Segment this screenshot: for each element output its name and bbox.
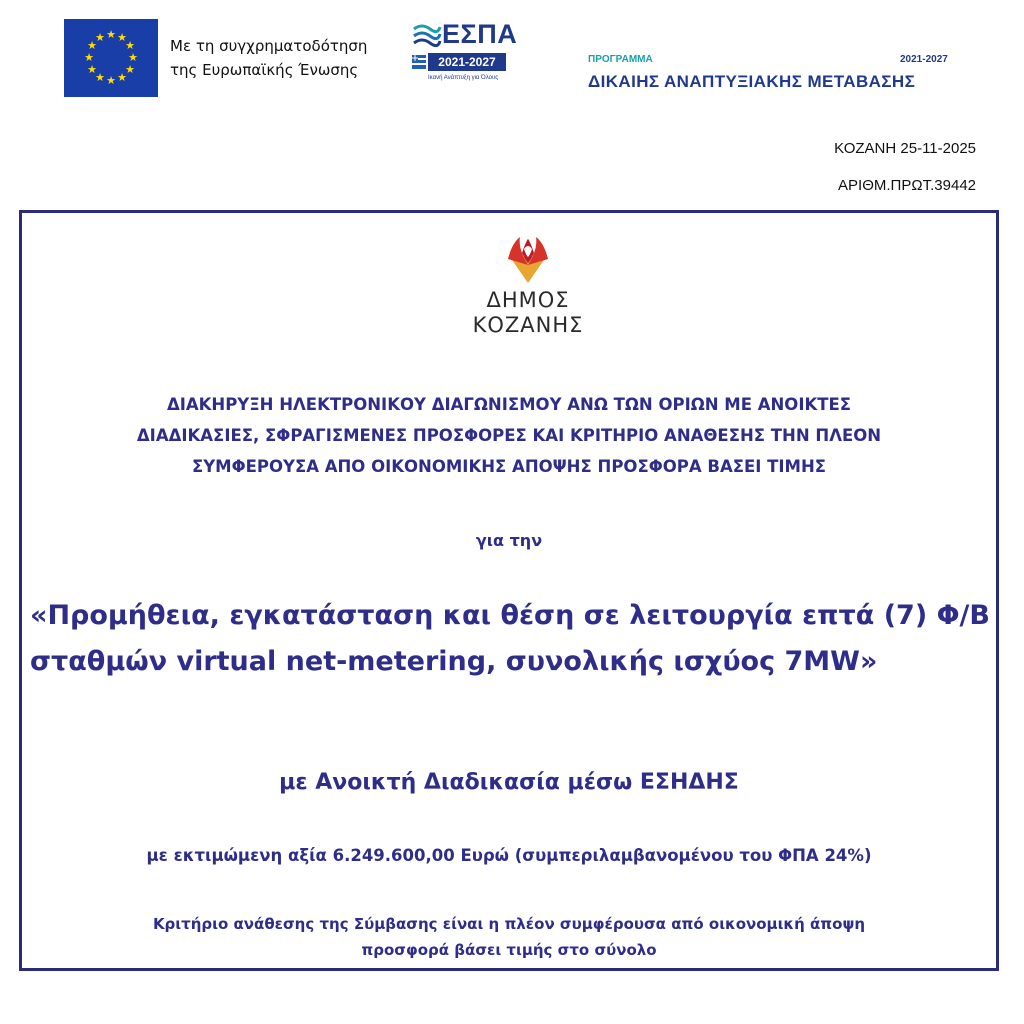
- espa-motto: Ικανή Ανάπτυξη για Όλους: [428, 75, 499, 81]
- svg-text:★: ★: [125, 63, 135, 76]
- funding-banner: [0, 0, 1024, 110]
- for-the-text: για την: [475, 531, 543, 550]
- heading-line3: ΣΥΜΦΕΡΟΥΣΑ ΑΠΟ ΟΙΚΟΝΟΜΙΚΗΣ ΑΠΟΨΗΣ ΠΡΟΣΦΟΡΑ ΒΑΣΕΙ ΤΙΜΗΣ: [191, 457, 827, 476]
- eu-text-line2: της Ευρωπαϊκής Ένωσης: [170, 61, 359, 79]
- criterion-line2: προσφορά βάσει τιμής στο σύνολο: [361, 941, 657, 959]
- program-label: ΠΡΟΓΡΑΜΜΑ: [588, 54, 653, 65]
- protocol-number: ΑΡΙΘΜ.ΠΡΩΤ.39442: [838, 177, 976, 194]
- eu-flag-icon: [64, 19, 158, 97]
- program-years: 2021-2027: [900, 54, 948, 65]
- svg-text:★: ★: [125, 39, 135, 52]
- eu-text-line1: Με τη συγχρηματοδότηση: [170, 37, 368, 55]
- espa-years: 2021-2027: [428, 53, 506, 71]
- notice-frame: [19, 210, 999, 971]
- svg-text:★: ★: [106, 74, 116, 87]
- eu-stars: [64, 19, 158, 97]
- espa-wave-icon: [412, 21, 442, 53]
- heading-line2: ΔΙΑΔΙΚΑΣΙΕΣ, ΣΦΡΑΓΙΣΜΕΝΕΣ ΠΡΟΣΦΟΡΕΣ ΚΑΙ ΚΡΙΤΗΡΙΟ ΑΝΑΘΕΣΗΣ ΤΗΝ ΠΛΕΟΝ: [136, 426, 882, 445]
- greek-flag-icon: [412, 55, 426, 69]
- svg-text:★: ★: [128, 51, 138, 64]
- estimated-value: με εκτιμώμενη αξία 6.249.600,00 Ευρώ (συμπεριλαμβανομένου του ΦΠΑ 24%): [146, 846, 872, 865]
- svg-text:★: ★: [106, 28, 116, 41]
- svg-text:★: ★: [95, 71, 105, 84]
- svg-text:★: ★: [87, 63, 97, 76]
- heading-line1: ΔΙΑΚΗΡΥΞΗ ΗΛΕΚΤΡΟΝΙΚΟΥ ΔΙΑΓΩΝΙΣΜΟΥ ΑΝΩ ΤΩΝ ΟΡΙΩΝ ΜΕ ΑΝΟΙΚΤΕΣ: [166, 395, 852, 414]
- svg-text:★: ★: [87, 39, 97, 52]
- document-date: ΚΟΖΑΝΗ 25-11-2025: [834, 140, 976, 157]
- logo-line1: ΔΗΜΟΣ: [486, 288, 570, 312]
- municipality-logo: [468, 235, 588, 335]
- kozani-logo-icon: [500, 235, 556, 285]
- svg-text:★: ★: [84, 51, 94, 64]
- svg-text:★: ★: [95, 31, 105, 44]
- tender-subject: «Προμήθεια, εγκατάσταση και θέση σε λειτουργία επτά (7) Φ/Β σταθμών virtual net-metering, συνολικής ισχύος 7MW»: [30, 600, 990, 677]
- espa-word: ΕΣΠΑ: [442, 19, 518, 49]
- notice-heading: [22, 389, 996, 482]
- svg-text:★: ★: [117, 31, 127, 44]
- svg-text:★: ★: [117, 71, 127, 84]
- procedure-text: με Ανοικτή Διαδικασία μέσω ΕΣΗΔΗΣ: [279, 770, 739, 795]
- award-criterion: [22, 911, 996, 963]
- logo-line2: ΚΟΖΑΝΗΣ: [472, 313, 584, 337]
- program-title: ΔΙΚΑΙΗΣ ΑΝΑΠΤΥΞΙΑΚΗΣ ΜΕΤΑΒΑΣΗΣ: [588, 72, 916, 91]
- criterion-line1: Κριτήριο ανάθεσης της Σύμβασης είναι η πλέον συμφέρουσα από οικονομική άποψη: [152, 915, 866, 933]
- eu-cofunding-text: [170, 34, 367, 82]
- espa-logo: [412, 19, 518, 99]
